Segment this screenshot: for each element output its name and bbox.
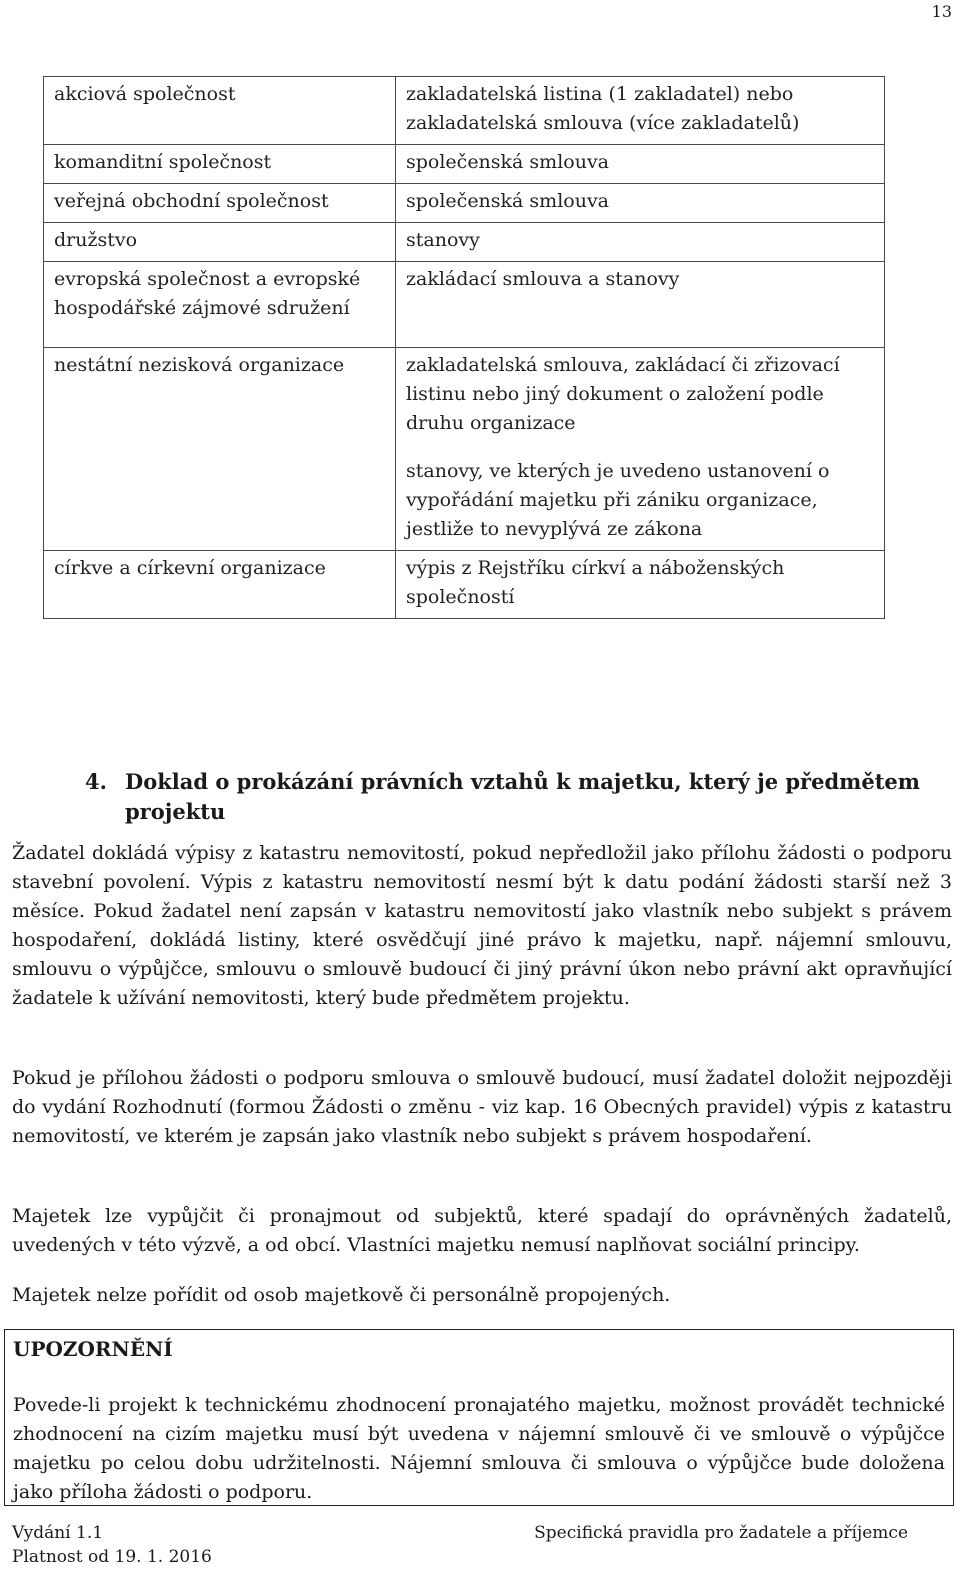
table-cell-document: zakladatelská smlouva, zakládací či zřizovací listinu nebo jiný dokument o založení podle druhu organizace bbox=[396, 348, 885, 455]
warning-title: UPOZORNĚNÍ bbox=[13, 1337, 173, 1361]
table-row bbox=[44, 223, 885, 262]
table-row bbox=[44, 77, 885, 145]
table-cell-entity: církve a církevní organizace bbox=[44, 551, 396, 619]
footer-version: Vydání 1.1 bbox=[12, 1523, 104, 1543]
table-cell-document: zakladatelská listina (1 zakladatel) nebo zakladatelská smlouva (více zakladatelů) bbox=[396, 77, 885, 145]
section-heading bbox=[85, 767, 953, 827]
footer-validity-row bbox=[12, 1545, 948, 1569]
table-cell-document: společenská smlouva bbox=[396, 145, 885, 184]
table-cell-entity: družstvo bbox=[44, 223, 396, 262]
table-cell-entity: evropská společnost a evropské hospodářské zájmové sdružení bbox=[44, 262, 396, 348]
table-row bbox=[44, 145, 885, 184]
table-cell-entity: akciová společnost bbox=[44, 77, 396, 145]
footer-validity: Platnost od 19. 1. 2016 bbox=[12, 1547, 212, 1567]
paragraph-related-persons: Majetek nelze pořídit od osob majetkově či personálně propojených. bbox=[12, 1284, 671, 1306]
table-cell-entity: komanditní společnost bbox=[44, 145, 396, 184]
table-row bbox=[44, 551, 885, 619]
section-number: 4. bbox=[85, 769, 107, 794]
paragraph-future-contract: Pokud je přílohou žádosti o podporu smlouva o smlouvě budoucí, musí žadatel doložit nejpozději do vydání Rozhodnutí (formou Žádosti o změnu - viz kap. 16 Obecných pravidel) výpis z katastru nemovitostí, ve kterém je zapsán jako vlastník nebo subjekt s právem hospodaření. bbox=[12, 1067, 952, 1147]
table-row bbox=[44, 262, 885, 348]
table-row bbox=[44, 184, 885, 223]
warning-text: Povede-li projekt k technickému zhodnocení pronajatého majetku, možnost provádět technické zhodnocení na cizím majetku musí být uvedena v nájemní smlouvě či ve smlouvě o výpůjčce majetku po celou dobu udržitelnosti. Nájemní smlouva či smlouva o výpůjčce bude doložena jako příloha žádosti o podporu. bbox=[13, 1394, 945, 1503]
section-title: Doklad o prokázání právních vztahů k majetku, který je předmětem projektu bbox=[125, 769, 921, 824]
table-cell-document: výpis z Rejstříku církví a náboženských společností bbox=[396, 551, 885, 619]
paragraph-land-registry: Žadatel dokládá výpisy z katastru nemovitostí, pokud nepředložil jako přílohu žádosti o podporu stavební povolení. Výpis z katastru nemovitostí nesmí být k datu podání žádosti starší než 3 měsíce. Pokud žadatel není zapsán v katastru nemovitostí jako vlastník nebo subjekt s právem hospodaření, dokládá listiny, které osvědčují jiné právo k majetku, např. nájemní smlouvu, smlouvu o výpůjčce, smlouvu o smlouvě budoucí či jiný právní úkon nebo právní akt opravňující žadatele k užívání nemovitosti, který bude předmětem projektu. bbox=[12, 842, 952, 1009]
warning-box bbox=[4, 1329, 954, 1506]
table-cell-document: společenská smlouva bbox=[396, 184, 885, 223]
table-cell-entity: nestátní nezisková organizace bbox=[44, 348, 396, 551]
page-number: 13 bbox=[931, 2, 952, 21]
table-cell-entity: veřejná obchodní společnost bbox=[44, 184, 396, 223]
document-requirements-table bbox=[43, 76, 885, 619]
footer-document-title: Specifická pravidla pro žadatele a příjemce bbox=[534, 1523, 908, 1543]
table-cell-document: zakládací smlouva a stanovy bbox=[396, 262, 885, 348]
footer bbox=[12, 1521, 948, 1545]
table-cell-document: stanovy bbox=[396, 223, 885, 262]
table-row bbox=[44, 348, 885, 455]
table-cell-document-continued: stanovy, ve kterých je uvedeno ustanovení o vypořádání majetku při zániku organizace, jestliže to nevyplývá ze zákona bbox=[396, 454, 885, 551]
paragraph-lease: Majetek lze vypůjčit či pronajmout od subjektů, které spadají do oprávněných žadatelů, uvedených v této výzvě, a od obcí. Vlastníci majetku nemusí naplňovat sociální principy. bbox=[12, 1205, 952, 1256]
